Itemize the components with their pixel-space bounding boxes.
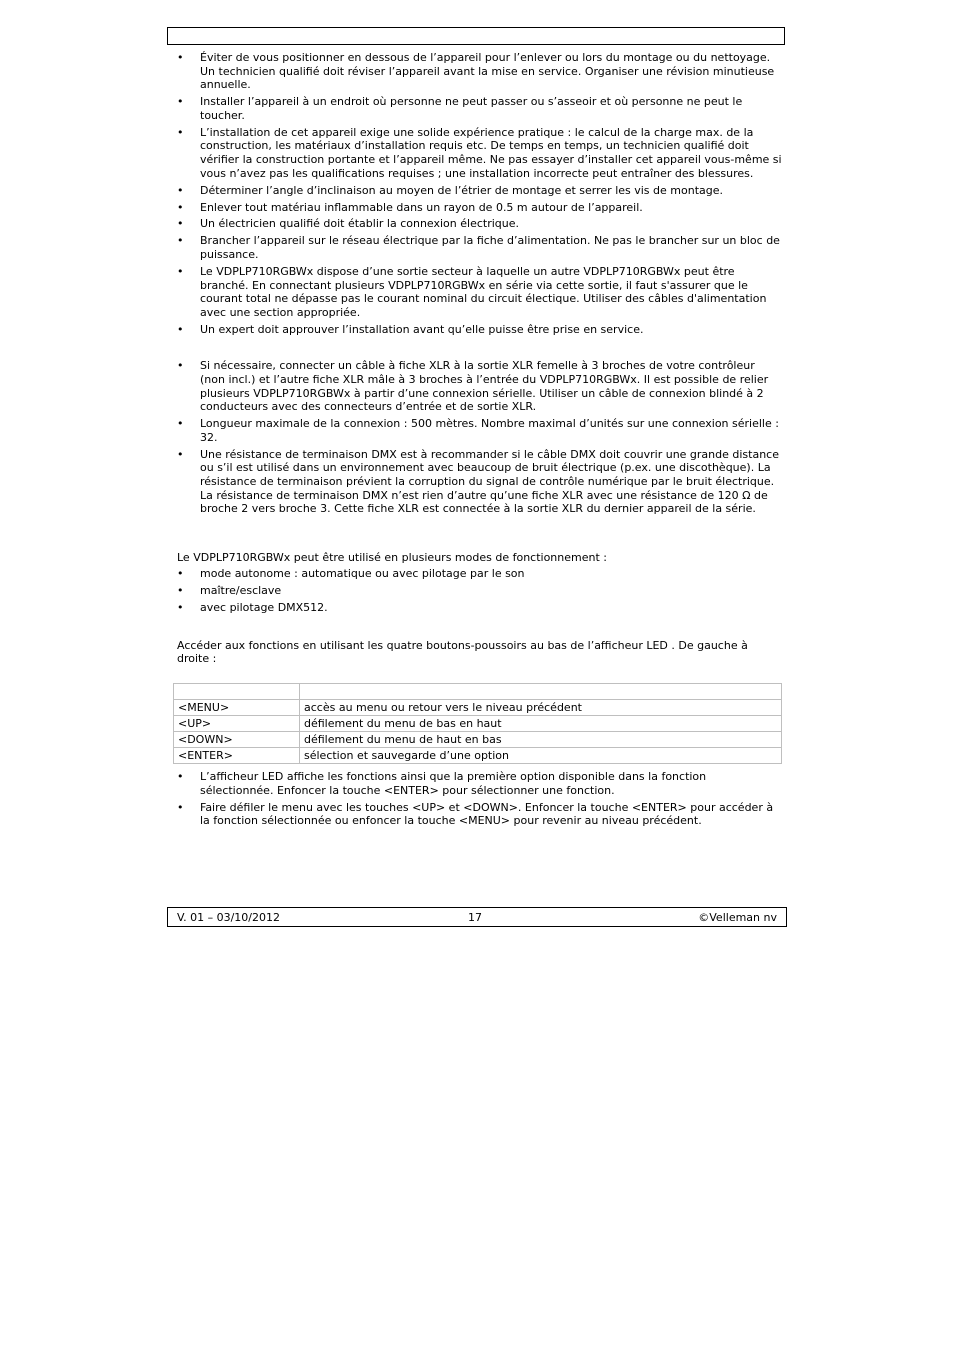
modes-intro: Le VDPLP710RGBWx peut être utilisé en plusieurs modes de fonctionnement : [177,550,607,564]
list-item: • Si nécessaire, connecter un câble à fiche XLR à la sortie XLR femelle à 3 broches de votre contrôleur (non incl.) et l’autre fiche XLR mâle à 3 broches à l’entrée du VDPLP710RGBWx. Il est possible de relier plusieurs VDPLP710RGBWx à partir d’une connexion sérielle. Utiliser un câble de connexion blindé à 2 conducteurs avec des connecteurs d’entrée et de sortie XLR. [177,359,783,413]
dmx-list [177,359,783,515]
key-cell: <MENU> [174,700,300,716]
buttons-intro: Accéder aux fonctions en utilisant les quatre boutons-poussoirs au bas de l’afficheur LED . De gauche à droite : [177,638,748,666]
list-item: • Faire défiler le menu avec les touches <UP> et <DOWN>. Enfoncer la touche <ENTER> pour accéder à la fonction sélectionnée ou enfoncer la touche <MENU> pour revenir au niveau précédent. [177,801,783,828]
list-item: • maître/esclave [177,584,783,598]
key-cell: <ENTER> [174,748,300,764]
key-cell: <DOWN> [174,732,300,748]
table-header-cell [300,684,782,700]
page-content [177,51,783,831]
footer-copyright: ©Velleman nv [698,911,777,924]
list-item: • Brancher l’appareil sur le réseau électrique par la fiche d’alimentation. Ne pas le brancher sur un bloc de puissance. [177,234,783,261]
list-item: • Longueur maximale de la connexion : 500 mètres. Nombre maximal d’unités sur une connexion sérielle : 32. [177,417,783,444]
page-number: 17 [468,911,482,924]
desc-cell: défilement du menu de bas en haut [300,716,782,732]
footer-version: V. 01 – 03/10/2012 [177,911,280,924]
header-box [167,27,785,45]
modes-list [177,567,783,615]
list-item: • mode autonome : automatique ou avec pilotage par le son [177,567,783,581]
list-item: • L’installation de cet appareil exige une solide expérience pratique : le calcul de la charge max. de la construction, les matériaux d’installation requis etc. De temps en temps, un technicien qualifié doit vérifier la construction portante et l’appareil même. Ne pas essayer d’installer cet appareil vous-même si vous n’avez pas les qualifications requises ; une installation incorrecte peut entraîner des blessures. [177,126,783,180]
list-item: • Éviter de vous positionner en dessous de l’appareil pour l’enlever ou lors du montage ou du nettoyage. Un technicien qualifié doit réviser l’appareil avant la mise en service. Organiser une révision minutieuse annuelle. [177,51,783,92]
menu-list [177,770,783,828]
list-item: • Enlever tout matériau inflammable dans un rayon de 0.5 m autour de l’appareil. [177,201,783,215]
list-item: • Le VDPLP710RGBWx dispose d’une sortie secteur à laquelle un autre VDPLP710RGBWx peut être branché. En connectant plusieurs VDPLP710RGBWx en série via cette sortie, il faut s'assurer que le courant total ne dépasse pas le courant nominal du circuit électique. Utiliser des câbles d'alimentation avec une section appropriée. [177,265,783,319]
table-header-cell [174,684,300,700]
list-item: • L’afficheur LED affiche les fonctions ainsi que la première option disponible dans la fonction sélectionnée. Enfoncer la touche <ENTER> pour sélectionner une fonction. [177,770,783,797]
table-row [174,716,782,732]
table-header-row [174,684,782,700]
list-item: • Déterminer l’angle d’inclinaison au moyen de l’étrier de montage et serrer les vis de montage. [177,184,783,198]
keys-table [173,683,782,764]
safety-list [177,51,783,336]
list-item: • Installer l’appareil à un endroit où personne ne peut passer ou s’asseoir et où personne ne peut le toucher. [177,95,783,122]
key-cell: <UP> [174,716,300,732]
desc-cell: défilement du menu de haut en bas [300,732,782,748]
list-item: • Un expert doit approuver l’installation avant qu’elle puisse être prise en service. [177,323,783,337]
list-item: • avec pilotage DMX512. [177,601,783,615]
table-row [174,700,782,716]
list-item: • Un électricien qualifié doit établir la connexion électrique. [177,217,783,231]
table-row [174,732,782,748]
desc-cell: sélection et sauvegarde d’une option [300,748,782,764]
footer [167,907,787,927]
table-row [174,748,782,764]
desc-cell: accès au menu ou retour vers le niveau précédent [300,700,782,716]
list-item: • Une résistance de terminaison DMX est à recommander si le câble DMX doit couvrir une grande distance ou s’il est utilisé dans un environnement avec beaucoup de bruit électrique (p.ex. une discothèque). La résistance de terminaison prévient la corruption du signal de contrôle numérique par le bruit électrique. La résistance de terminaison DMX n’est rien d’autre qu’une fiche XLR avec une résistance de 120 Ω de broche 2 vers broche 3. Cette fiche XLR est connectée à la sortie XLR du dernier appareil de la série. [177,448,783,516]
